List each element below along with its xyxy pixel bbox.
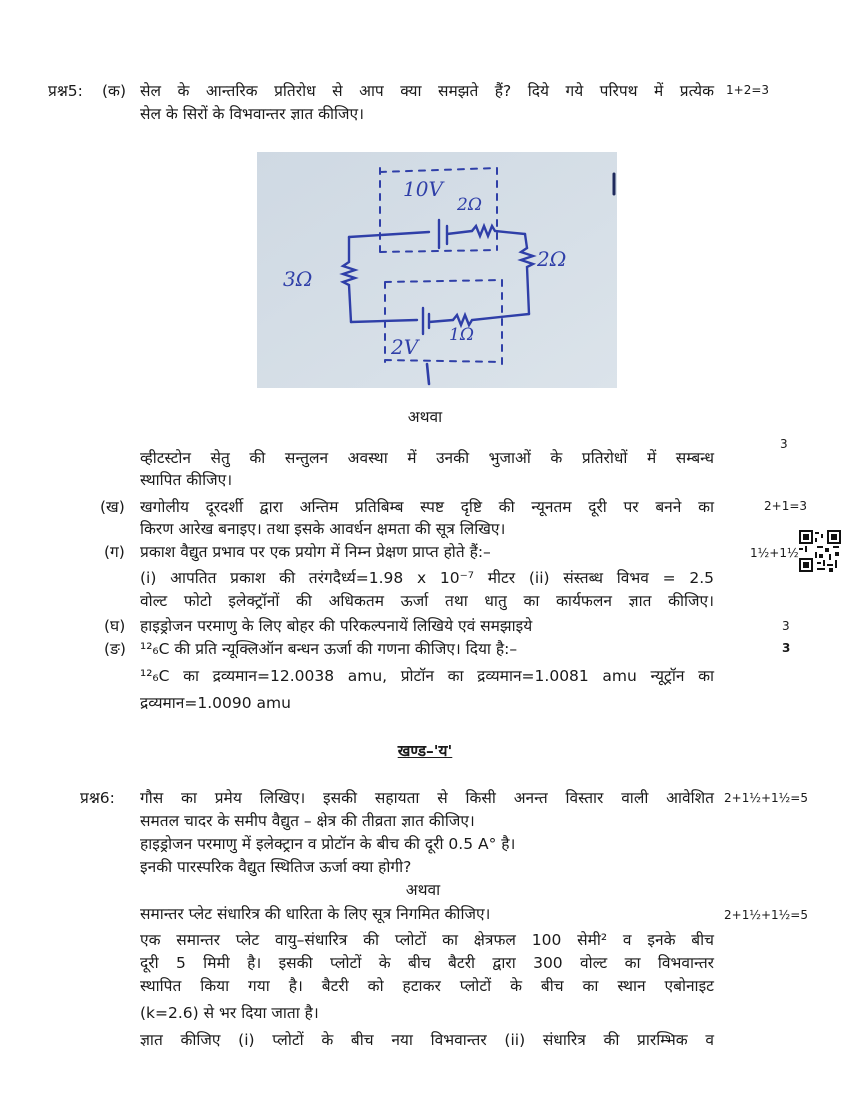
question-text: व्हीटस्टोन सेतु की सन्तुलन अवस्था में उनकी भुजाओं के प्रतिरोधों में सम्बन्ध xyxy=(140,449,714,467)
question-text: हाइड्रोजन परमाणु के लिए बोहर की परिकल्पनायें लिखिये एवं समझाइये xyxy=(140,617,533,635)
marks: 3 xyxy=(782,619,790,633)
subpart-label: (ग) xyxy=(104,543,125,561)
marks: 3 xyxy=(780,437,788,451)
question-text: इनकी पारस्परिक वैद्युत स्थितिज ऊर्जा क्या होगी? xyxy=(140,858,412,876)
circuit-label-3ohm: 3Ω xyxy=(283,267,313,291)
question-text: एक समान्तर प्लेट वायु–संधारित्र की प्लोटों का क्षेत्रफल 100 सेमी² व इनके बीच xyxy=(140,931,714,949)
marks: 1½+1½ xyxy=(750,546,799,560)
question-text: (k=2.6) से भर दिया जाता है। xyxy=(140,1004,319,1022)
circuit-label-2v: 2V xyxy=(391,335,419,359)
question-text: दूरी 5 मिमी है। इसकी प्लोटों के बीच बैटरी द्वारा 300 वोल्ट का विभवान्तर xyxy=(140,954,714,972)
circuit-label-2ohm-right: 2Ω xyxy=(537,247,567,271)
subpart-label: (ङ) xyxy=(104,640,126,658)
marks: 3 xyxy=(782,641,791,655)
question-text: द्रव्यमान=1.0090 amu xyxy=(140,694,291,712)
section-heading: खण्ड–'य' xyxy=(397,742,453,760)
circuit-diagram-photo xyxy=(257,152,617,388)
circuit-label-2ohm-top: 2Ω xyxy=(457,195,482,215)
question-text: सेल के सिरों के विभवान्तर ज्ञात कीजिए। xyxy=(140,105,364,123)
marks: 1+2=3 xyxy=(726,83,770,97)
question-text: समतल चादर के समीप वैद्युत – क्षेत्र की तीव्रता ज्ञात कीजिए। xyxy=(140,812,475,830)
question-text: समान्तर प्लेट संधारित्र की धारिता के लिए सूत्र निगमित कीजिए। xyxy=(140,905,491,923)
subpart-label: (क) xyxy=(102,82,126,100)
question-text: गौस का प्रमेय लिखिए। इसकी सहायता से किसी अनन्त विस्तार वाली आवेशित xyxy=(140,789,714,807)
subpart-label: (घ) xyxy=(104,617,126,635)
question-text: ¹²₆C का द्रव्यमान=12.0038 amu, प्रोटॉन का द्रव्यमान=1.0081 amu न्यूट्रॉन का xyxy=(140,667,714,685)
question-text: (i) आपतित प्रकाश की तरंगदैर्ध्य=1.98 x 10⁻⁷ मीटर (ii) संस्तब्ध विभव = 2.5 xyxy=(140,569,714,587)
question-number: प्रश्न5: xyxy=(48,82,83,100)
question-text: ज्ञात कीजिए (i) प्लोटों के बीच नया विभवान्तर (ii) संधारित्र की प्रारम्भिक व xyxy=(140,1031,714,1049)
marks: 2+1½+1½=5 xyxy=(724,791,808,805)
marks: 2+1=3 xyxy=(764,499,808,513)
question-number: प्रश्न6: xyxy=(80,789,115,807)
question-text: खगोलीय दूरदर्शी द्वारा अन्तिम प्रतिबिम्ब स्पष्ट दृष्टि की न्यूनतम दूरी पर बनने का xyxy=(140,498,714,516)
qr-code-icon xyxy=(799,530,841,572)
question-text: स्थापित किया गया है। बैटरी को हटाकर प्लोटों के बीच का स्थान एबोनाइट xyxy=(140,977,714,995)
question-text: स्थापित कीजिए। xyxy=(140,471,233,489)
circuit-label-1ohm: 1Ω xyxy=(449,325,474,345)
question-text: सेल के आन्तरिक प्रतिरोध से आप क्या समझते हैं? दिये गये परिपथ में प्रत्येक xyxy=(140,82,714,100)
marks: 2+1½+1½=5 xyxy=(724,908,808,922)
or-separator: अथवा xyxy=(407,408,443,426)
question-text: किरण आरेख बनाइए। तथा इसके आवर्धन क्षमता की सूत्र लिखिए। xyxy=(140,520,506,538)
circuit-diagram xyxy=(257,152,617,388)
question-text: वोल्ट फोटो इलेक्ट्रॉनों की अधिकतम ऊर्जा तथा धातु का कार्यफलन ज्ञात कीजिए। xyxy=(140,592,714,610)
or-separator: अथवा xyxy=(405,881,441,899)
question-text: ¹²₆C की प्रति न्यूक्लिऑन बन्धन ऊर्जा की गणना कीजिए। दिया है:– xyxy=(140,640,518,658)
question-text: हाइड्रोजन परमाणु में इलेक्ट्रान व प्रोटॉन के बीच की दूरी 0.5 A° है। xyxy=(140,835,516,853)
subpart-label: (ख) xyxy=(100,498,125,516)
question-text: प्रकाश वैद्युत प्रभाव पर एक प्रयोग में निम्न प्रेक्षण प्राप्त होते हैं:– xyxy=(140,543,491,561)
circuit-label-10v: 10V xyxy=(403,177,443,201)
